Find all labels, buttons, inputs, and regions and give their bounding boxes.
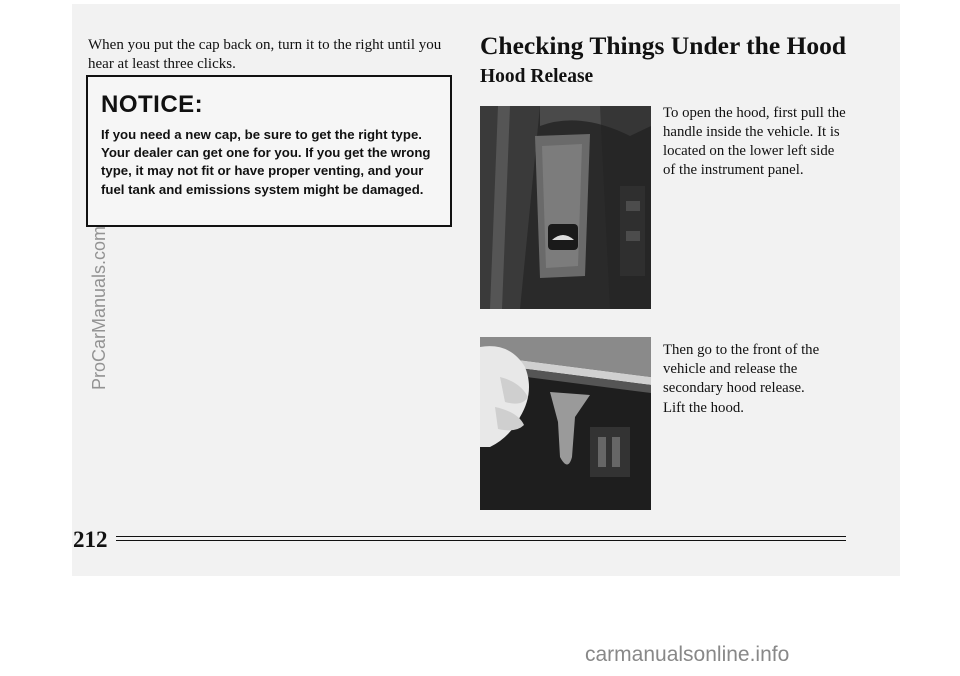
secondary-hood-release-photo [480, 337, 651, 510]
notice-body: If you need a new cap, be sure to get the right type. Your dealer can get one for you. If you get the wrong type, it may not fit or have proper venting, and your fuel tank and emissions system might be damaged. [101, 127, 431, 197]
intro-paragraph: When you put the cap back on, turn it to the right until you hear at least three clicks. [88, 37, 442, 72]
bottom-watermark: carmanualsonline.info [585, 643, 790, 666]
side-watermark: ProCarManuals.com [89, 225, 109, 390]
lift-hood-caption: Lift the hood. [663, 400, 744, 416]
footer-rule [116, 536, 846, 541]
notice-box [86, 75, 452, 227]
page-number: 212 [73, 527, 108, 552]
secondary-release-caption: Then go to the front of the vehicle and release the secondary hood release. [663, 342, 820, 396]
hood-release-caption: To open the hood, first pull the handle inside the vehicle. It is located on the lower left side of the instrument panel. [663, 105, 846, 178]
notice-title: NOTICE: [101, 91, 204, 118]
hood-release-handle-photo [480, 106, 651, 309]
section-heading: Checking Things Under the Hood [480, 31, 847, 60]
subsection-heading: Hood Release [480, 66, 594, 87]
